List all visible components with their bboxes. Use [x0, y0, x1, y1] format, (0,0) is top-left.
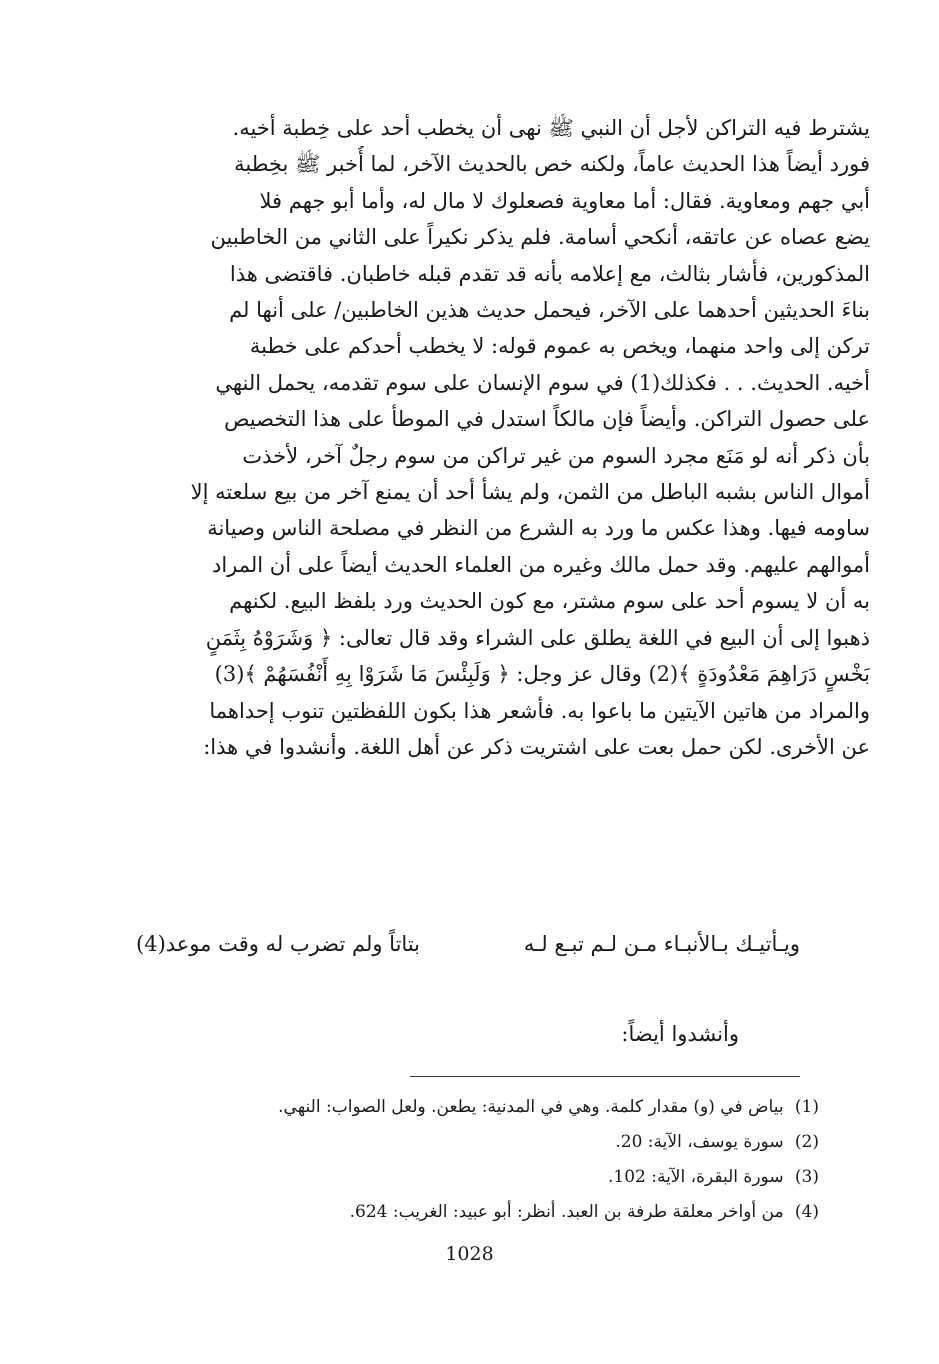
verse-first-hemistich: ويـأتيـك بـالأنبـاء مـن لـم تبـع لـه: [523, 932, 800, 956]
text-line: أخيه. الحديث. . . فكذلك(1) في سوم الإنسان على سوم تقدمه، يحمل النهي: [215, 370, 870, 395]
text-line: يشترط فيه التراكن لأجل أن النبي ﷺ نهى أن يخطب أحد على خِطبة أخيه.: [232, 116, 870, 140]
footnote: [139, 1160, 819, 1195]
text-line: عن الأخرى. لكن حمل بعت على اشتريت ذكر عن أهل اللغة. وأنشدوا في هذا:: [203, 734, 870, 759]
text-line: يضع عصاه عن عاتقه، أنكحي أسامة. فلم يذكر نكيراً على الثاني من الخاطبين: [210, 225, 870, 250]
text-line: بَخْسٍ دَرَاهِمَ مَعْدُودَةٍ ﴾(2) وقال عز وجل: ﴿ وَلَبِئْسَ مَا شَرَوْا بِهِ أَنْفُسَهُمْ ﴾(3): [214, 662, 870, 687]
text-line: أبي جهم ومعاوية. فقال: أما معاوية فصعلوك لا مال له، وأما أبو جهم فلا: [259, 188, 870, 213]
footnote: [139, 1195, 819, 1230]
text-line: بأن ذكر أنه لو مَنَع مجرد السوم من غير تراكن من سوم رجلٌ آخر، لأخذت: [242, 443, 870, 468]
footnote-number: (3): [794, 1167, 819, 1187]
footnote-divider: [410, 1076, 800, 1077]
text-line: أموال الناس بشبه الباطل من الثمن، ولم يشأ أحد أن يمنع آخر من بيع سلعته إلا: [190, 480, 870, 505]
footnote-text: من أواخر معلقة طرفة بن العبد. أنظر: أبو عبيد: الغريب: 624.: [349, 1202, 784, 1222]
verse-second-hemistich: بتاتاً ولم تضرب له وقت موعد(4): [135, 932, 420, 956]
text-line: على حصول التراكن. وأيضاً فإن مالكاً استدل في الموطأ على هذا التخصيص: [224, 407, 870, 432]
footnote: [139, 1125, 819, 1160]
text-line: ذهبوا إلى أن البيع في اللغة يطلق على الشراء وقد قال تعالى: ﴿ وَشَرَوْهُ بِثَمَنٍ: [205, 625, 870, 650]
body-text: [70, 110, 870, 765]
text-line: فورد أيضاً هذا الحديث عاماً، ولكنه خص بالحديث الآخر، لما أُخبر ﷺ بخِطبة: [234, 152, 870, 177]
footnote-text: سورة البقرة، الآية: 102.: [607, 1167, 784, 1187]
page-number: 1028: [445, 1243, 494, 1265]
footnote: [139, 1090, 819, 1125]
subheading: وأنشدوا أيضاً:: [621, 1022, 739, 1046]
footnote-number: (4): [794, 1202, 819, 1222]
text-line: والمراد من هاتين الآيتين ما باعوا به. فأشعر هذا بكون اللفظتين تنوب إحداهما: [209, 698, 870, 723]
footnotes: [139, 1090, 819, 1230]
footnote-text: سورة يوسف، الآية: 20.: [615, 1132, 784, 1152]
footnote-number: (1): [794, 1097, 819, 1117]
text-line: أموالهم عليهم. وقد حمل مالك وغيره من العلماء الحديث أيضاً على أن المراد: [211, 552, 870, 577]
footnote-number: (2): [794, 1132, 819, 1152]
text-line: تركن إلى واحد منهما، ويخص به عموم قوله: لا يخطب أحدكم على خطبة: [249, 334, 870, 359]
text-line: بناءَ الحديثين أحدهما على الآخر، فيحمل حديث هذين الخاطبين/ على أنها لم: [229, 298, 870, 323]
footnote-text: بياض في (و) مقدار كلمة. وهي في المدنية: يطعن. ولعل الصواب: النهي.: [278, 1097, 784, 1117]
text-line: المذكورين، فأشار بثالث، مع إعلامه بأنه قد تقدم قبله خاطبان. فاقتضى هذا: [229, 261, 870, 286]
text-line: به أن لا يسوم أحد على سوم مشتر، مع كون الحديث ورد بلفظ البيع. لكنهم: [229, 589, 870, 614]
text-line: ساومه فيها. وهذا عكس ما ورد به الشرع من النظر في مصلحة الناس وصيانة: [207, 516, 870, 541]
